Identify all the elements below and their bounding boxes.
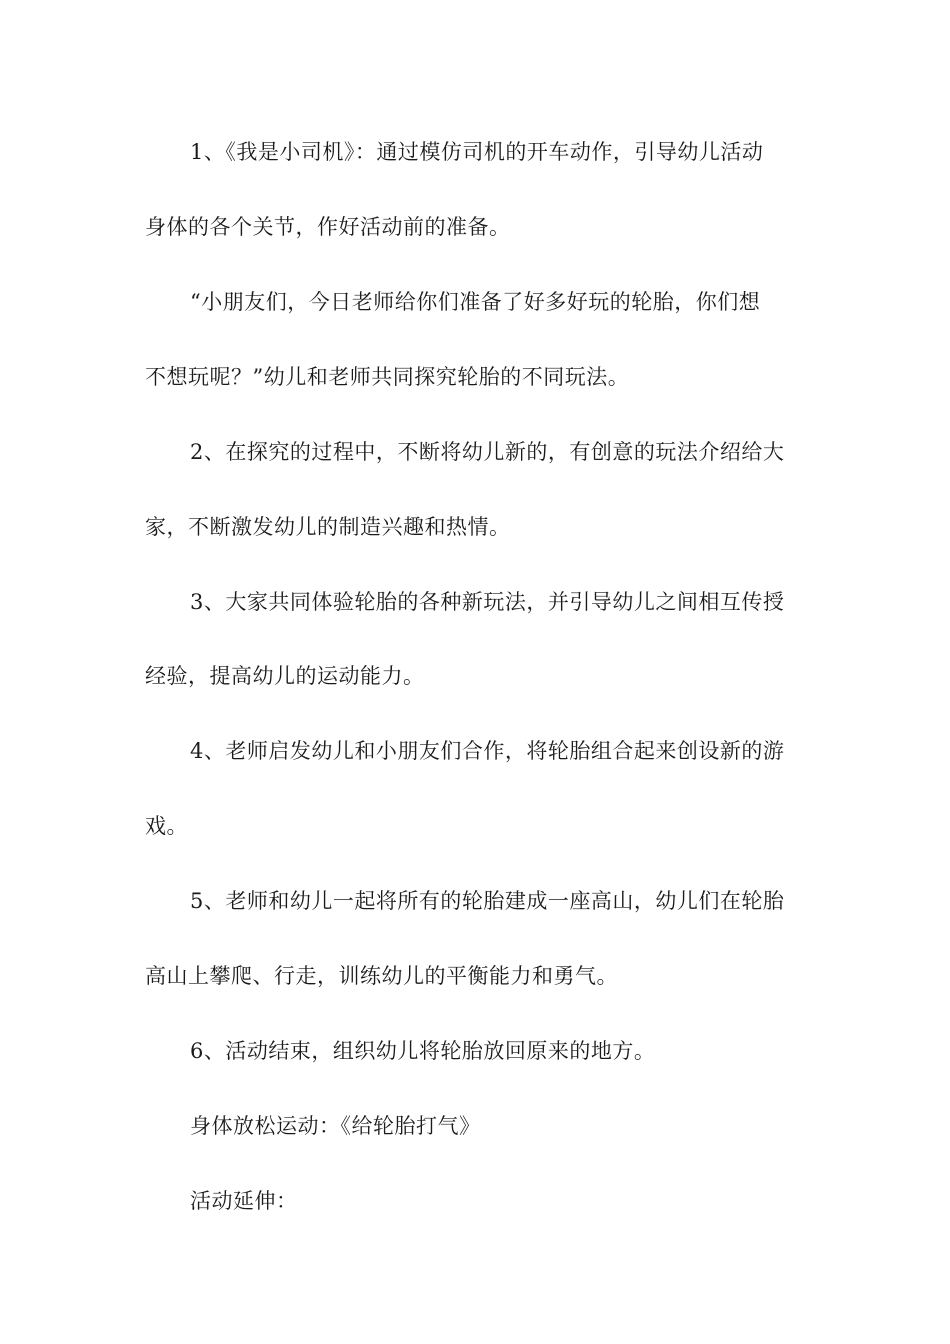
paragraph-3-line-2: 家，不断激发幼儿的制造兴趣和热情。: [145, 515, 511, 539]
paragraph-9: 活动延伸：: [190, 1189, 298, 1213]
paragraph-1-line-2: 身体的各个关节，作好活动前的准备。: [145, 215, 511, 239]
paragraph-5-line-1: 4、老师启发幼儿和小朋友们合作，将轮胎组合起来创设新的游: [190, 739, 785, 763]
paragraph-4-line-2: 经验，提高幼儿的运动能力。: [145, 664, 425, 688]
paragraph-6-line-1: 5、老师和幼儿一起将所有的轮胎建成一座高山，幼儿们在轮胎: [190, 889, 785, 913]
paragraph-4-line-1: 3、大家共同体验轮胎的各种新玩法，并引导幼儿之间相互传授: [190, 590, 785, 614]
paragraph-6-line-2: 高山上攀爬、行走，训练幼儿的平衡能力和勇气。: [145, 964, 618, 988]
paragraph-1-line-1: 1、《我是小司机》：通过模仿司机的开车动作，引导幼儿活动: [190, 140, 764, 164]
paragraph-8: 身体放松运动：《给轮胎打气》: [190, 1114, 481, 1138]
paragraph-3-line-1: 2、在探究的过程中，不断将幼儿新的，有创意的玩法介绍给大: [190, 440, 785, 464]
paragraph-2-line-1: “小朋友们，今日老师给你们准备了好多好玩的轮胎，你们想: [190, 290, 761, 314]
paragraph-2-line-2: 不想玩呢？”幼儿和老师共同探究轮胎的不同玩法。: [145, 365, 630, 389]
paragraph-7: 6、活动结束，组织幼儿将轮胎放回原来的地方。: [190, 1039, 656, 1063]
paragraph-5-line-2: 戏。: [145, 814, 188, 838]
